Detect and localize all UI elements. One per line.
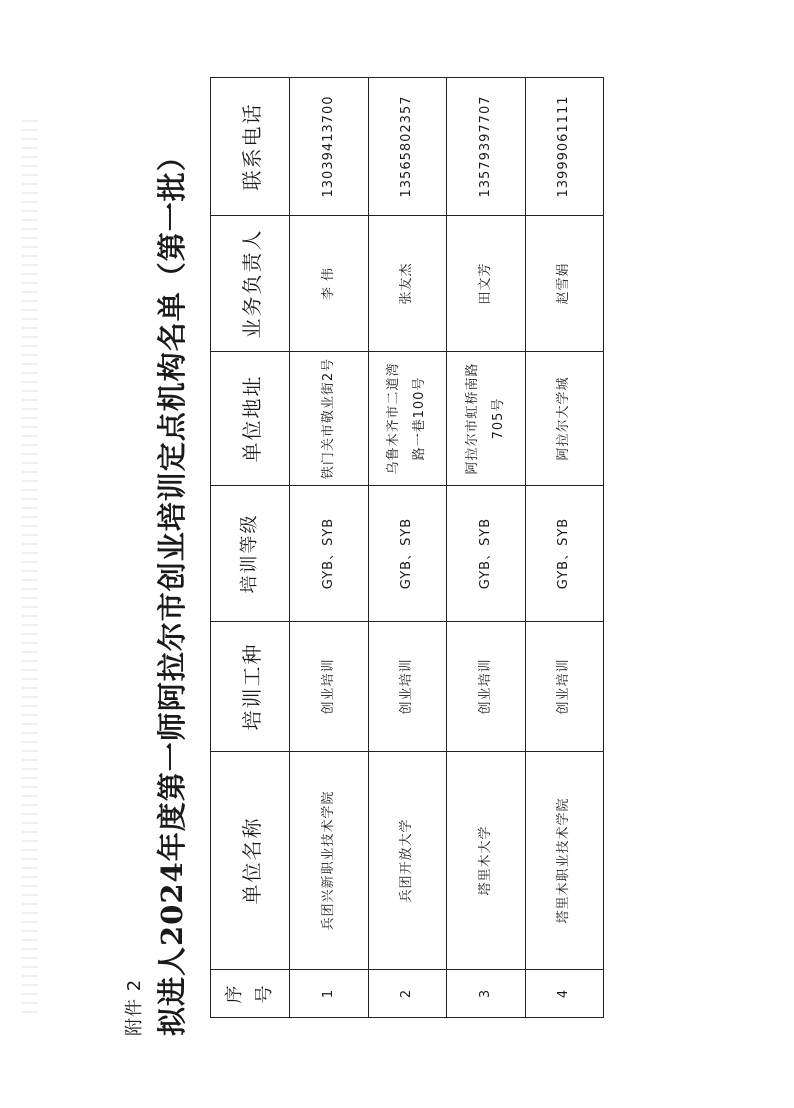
cell-type: 创业培训 (525, 622, 604, 752)
header-person: 业务负责人 (211, 216, 290, 352)
institution-table (210, 77, 604, 1018)
cell-person: 田文芳 (447, 216, 526, 352)
table-row (447, 78, 526, 1018)
cell-type: 创业培训 (368, 622, 447, 752)
header-type: 培训工种 (211, 622, 290, 752)
header-no: 序号 (211, 970, 290, 1018)
cell-level: GYB、SYB (525, 486, 604, 622)
table-header-row (211, 78, 290, 1018)
cell-type: 创业培训 (447, 622, 526, 752)
header-phone: 联系电话 (211, 78, 290, 216)
table-row (290, 78, 369, 1018)
cell-person: 赵雪娟 (525, 216, 604, 352)
cell-address: 阿拉尔市虹桥南路705号 (447, 352, 526, 486)
cell-level: GYB、SYB (290, 486, 369, 622)
cell-person: 李 伟 (290, 216, 369, 352)
cell-level: GYB、SYB (447, 486, 526, 622)
cell-no: 4 (525, 970, 604, 1018)
header-level: 培训等级 (211, 486, 290, 622)
cell-name: 塔里木大学 (447, 752, 526, 970)
cell-no: 2 (368, 970, 447, 1018)
cell-name: 塔里木职业技术学院 (525, 752, 604, 970)
cell-phone: 13565802357 (368, 78, 447, 216)
cell-address: 乌鲁木齐市二道湾路一巷100号 (368, 352, 447, 486)
cell-phone: 13579397707 (447, 78, 526, 216)
document-title: 拟进人2024年度第一师阿拉尔市创业培训定点机构名单（第一批） (155, 141, 189, 1036)
attachment-label: 附件 2 (124, 978, 145, 1036)
header-address: 单位地址 (211, 352, 290, 486)
cell-level: GYB、SYB (368, 486, 447, 622)
table-row (368, 78, 447, 1018)
cell-no: 3 (447, 970, 526, 1018)
cell-address: 阿拉尔大学城 (525, 352, 604, 486)
cell-phone: 13039413700 (290, 78, 369, 216)
cell-address: 铁门关市敬业街2号 (290, 352, 369, 486)
cell-name: 兵团开放大学 (368, 752, 447, 970)
cell-name: 兵团兴新职业技术学院 (290, 752, 369, 970)
header-name: 单位名称 (211, 752, 290, 970)
cell-no: 1 (290, 970, 369, 1018)
table-row (525, 78, 604, 1018)
cell-person: 张友杰 (368, 216, 447, 352)
cell-phone: 13999061111 (525, 78, 604, 216)
cell-type: 创业培训 (290, 622, 369, 752)
